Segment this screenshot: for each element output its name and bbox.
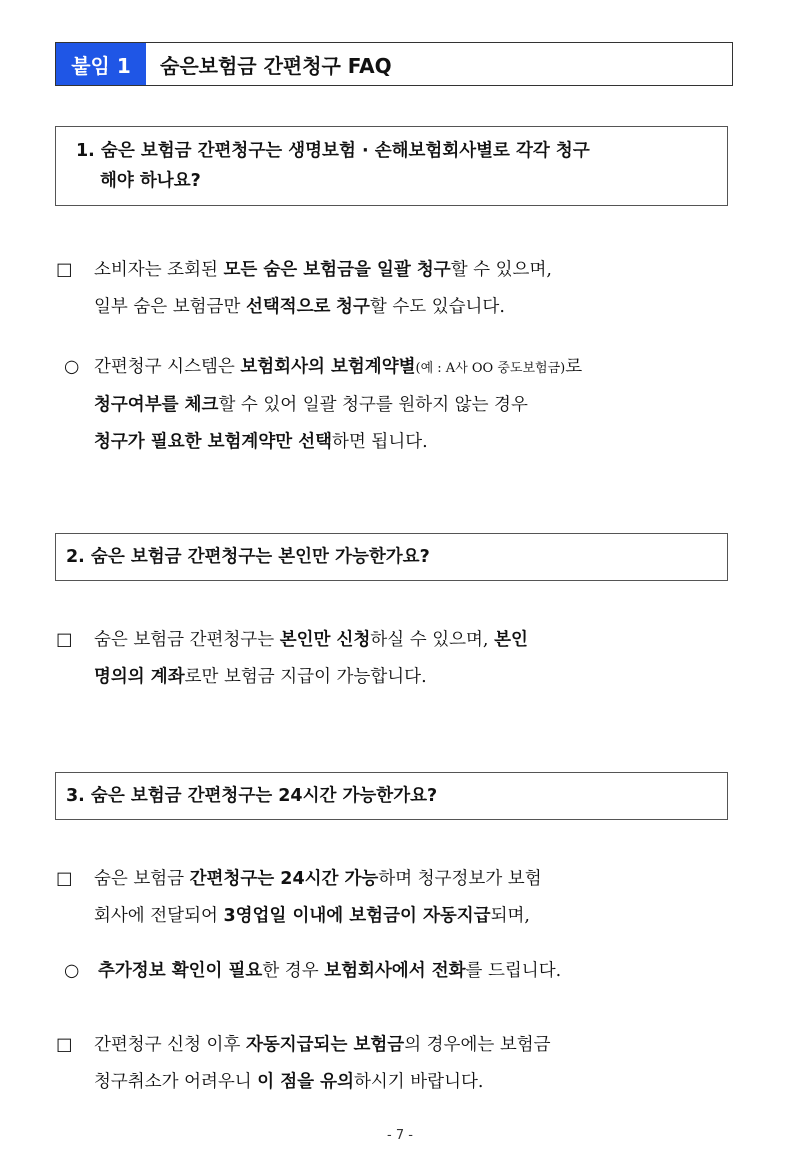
faq-answer-1: □ 소비자는 조회된 모든 숨은 보험금을 일괄 청구할 수 있으며, 일부 숨은 보험금만 선택적으로 청구할 수도 있습니다. [56,252,736,326]
attachment-tag: 붙임 1 [56,43,146,85]
circle-bullet-icon: ○ [64,961,80,981]
faq-answer-2: □ 숨은 보험금 간편청구는 본인만 신청하실 수 있으며, 본인 명의의 계좌로만 보험금 지급이 가능합니다. [56,622,736,696]
faq-answer-4: □ 간편청구 신청 이후 자동지급되는 보험금의 경우에는 보험금 청구취소가 어려우니 이 점을 유의하시기 바랍니다. [56,1027,736,1101]
attachment-title [55,42,733,86]
page-number: - 7 - [387,1128,413,1143]
checkbox-bullet-icon: □ [56,1035,73,1055]
faq-answer-3-detail: ○ 추가정보 확인이 필요한 경우 보험회사에서 전화를 드립니다. [64,953,736,990]
faq-question-3: 3. 숨은 보험금 간편청구는 24시간 가능한가요? [55,772,728,820]
checkbox-bullet-icon: □ [56,630,73,650]
circle-bullet-icon: ○ [64,357,80,377]
faq-question-2: 2. 숨은 보험금 간편청구는 본인만 가능한가요? [55,533,728,581]
checkbox-bullet-icon: □ [56,869,73,889]
checkbox-bullet-icon: □ [56,260,73,280]
faq-question-1 [55,126,728,206]
faq-answer-1-detail: ○ 간편청구 시스템은 보험회사의 보험계약별(예 : A사 OO 중도보험금)로 청구여부를 체크할 수 있어 일괄 청구를 원하지 않는 경우 청구가 필요한 보험계약만 선택하면 됩니다. [64,349,736,461]
page-title: 숨은보험금 간편청구 FAQ [160,53,392,78]
faq-question-1-text: 1. 숨은 보험금 간편청구는 생명보험 · 손해보험회사별로 각각 청구 해야 하나요? [76,141,590,191]
faq-answer-3: □ 숨은 보험금 간편청구는 24시간 가능하며 청구정보가 보험 회사에 전달되어 3영업일 이내에 보험금이 자동지급되며, [56,861,736,935]
